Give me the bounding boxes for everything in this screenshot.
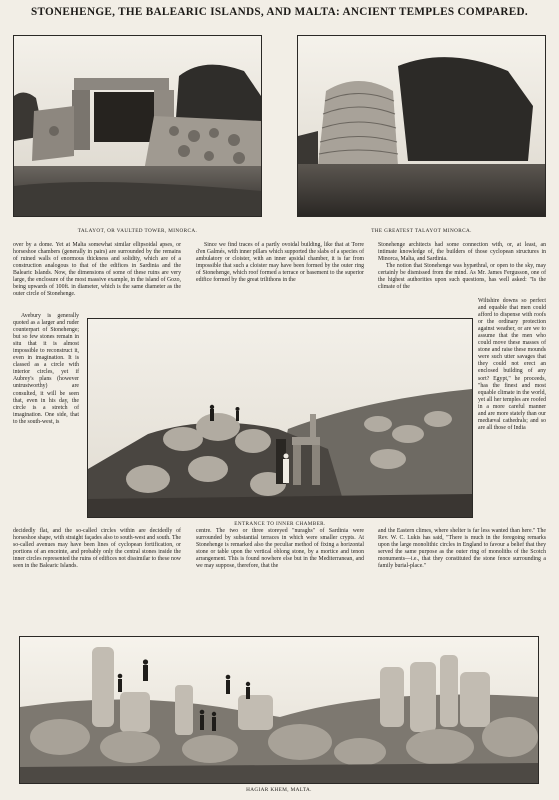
greatest-talayot-photo bbox=[297, 35, 546, 217]
caption-bottom: HAGIAR KHEM, MALTA. bbox=[246, 787, 312, 793]
caption-middle: ENTRANCE TO INNER CHAMBER. bbox=[234, 521, 326, 527]
page-title: STONEHENGE, THE BALEARIC ISLANDS, AND MALTA: ANCIENT TEMPLES COMPARED. bbox=[30, 6, 529, 18]
caption-top-left: TALAYOT, OR VAULTED TOWER, MINORCA. bbox=[77, 228, 198, 234]
column-1-top: over by a dome. Yet at Malta somewhat similar ellipsoidal apses, or horseshoe chambers (generally in pairs) are surrounded by the remains of ruined walls of enormous thickness and solidity, which are of a construction analogous to that of the edifices in Sardinia and the Balearic Islands. Now, the dimensions of some of these ruins are very large, the enclosure of the most massive example, in the island of Gozo, being upwards of 100ft. in diameter, which is the same diameter as the outer circle of Stonehenge. bbox=[13, 242, 181, 298]
column-2-top: Since we find traces of a partly ovoidal building, like that at Torre d'en Galmés, with inner pillars which supported the slabs of a species of ambulatory or cloister, with an inner apsidal chamber, it is far from impossible that such a cloister may have been formed by the outer ring of Stonehenge, which roof formed a terrace or basement to the superior edifice formed by the great trilithons in the bbox=[196, 242, 364, 284]
hagiar-khem-photo bbox=[19, 636, 539, 784]
inner-chamber-photo bbox=[87, 318, 473, 518]
column-1-middle: Avebury is generally quoted as a larger and ruder counterpart of Stonehenge; but so few stones remain in situ that it is almost impossible to reconstruct it, even in imagination. It is classed as a circle with interior circles, yet if Aubrey's plans (however untrustworthy) are consulted, it will be seen that, even in his day, the circle is a stretch of imagination. One side, that to the south-west, is bbox=[13, 313, 79, 425]
column-3-middle: Wiltshire downs so perfect and equable that men could afford to dispense with roofs or the ordinary protection against weather, or are we to assume that the men who could move these masses of stone and raise these mounds were such utter savages that they could not erect an enclosed building of any sort? Egypt," he proceeds, "has the finest and most equable climate in the world, yet all her temples are roofed in a more careful manner and are more stately than our mediæval cathedrals; and so are all those of India bbox=[478, 298, 546, 431]
caption-top-right: THE GREATEST TALAYOT MINORCA. bbox=[371, 228, 472, 234]
column-1-bottom: decidedly flat, and the so-called circles within are decidedly of horseshoe shape, with straight façades also to south-west and south. The so-called avenues may have been lines of cyclopean fortification, or portions of an enceinte, and probably only the central stones inside the inner circles represented the ruins of edifices not dissimilar to these now seen in the Balearic Islands. bbox=[13, 528, 181, 570]
column-3-top: Stonehenge architects had some connection with, or, at least, an intimate knowledge of, the builders of those cyclopean structures in Minorca, Malta, and Sardinia. The notion that Stonehenge was hypæthral, or open to the sky, may certainly be dismissed from the mind. As Mr. James Fergusson, one of the highest authorities upon such questions, has well asked: "Is the climate of the bbox=[378, 242, 546, 291]
column-2-bottom: centre. The two or three storeyed "nuraghs" of Sardinia were surrounded by substantial terraces in which were smaller crypts. At Stonehenge is remarked also the peculiar method of fixing a horizontal stone or table upon the vertical oblong stone, by a mortice and tenon arrangement. This is found nowhere else but in the Mediterranean, and we may suppose, therefore, that the bbox=[196, 528, 364, 570]
talayot-photo bbox=[13, 35, 262, 217]
column-3-bottom: and the Eastern climes, where shelter is far less wanted than here." The Rev. W. C. Lukis has said, "There is much in the foregoing remarks upon the large monolithic circles in England to favour a belief that they served the same purpose as the outer ring of monoliths of the Scotch monuments—i.e., that they constituted the stone fence surrounding a family burial-place." bbox=[378, 528, 546, 570]
